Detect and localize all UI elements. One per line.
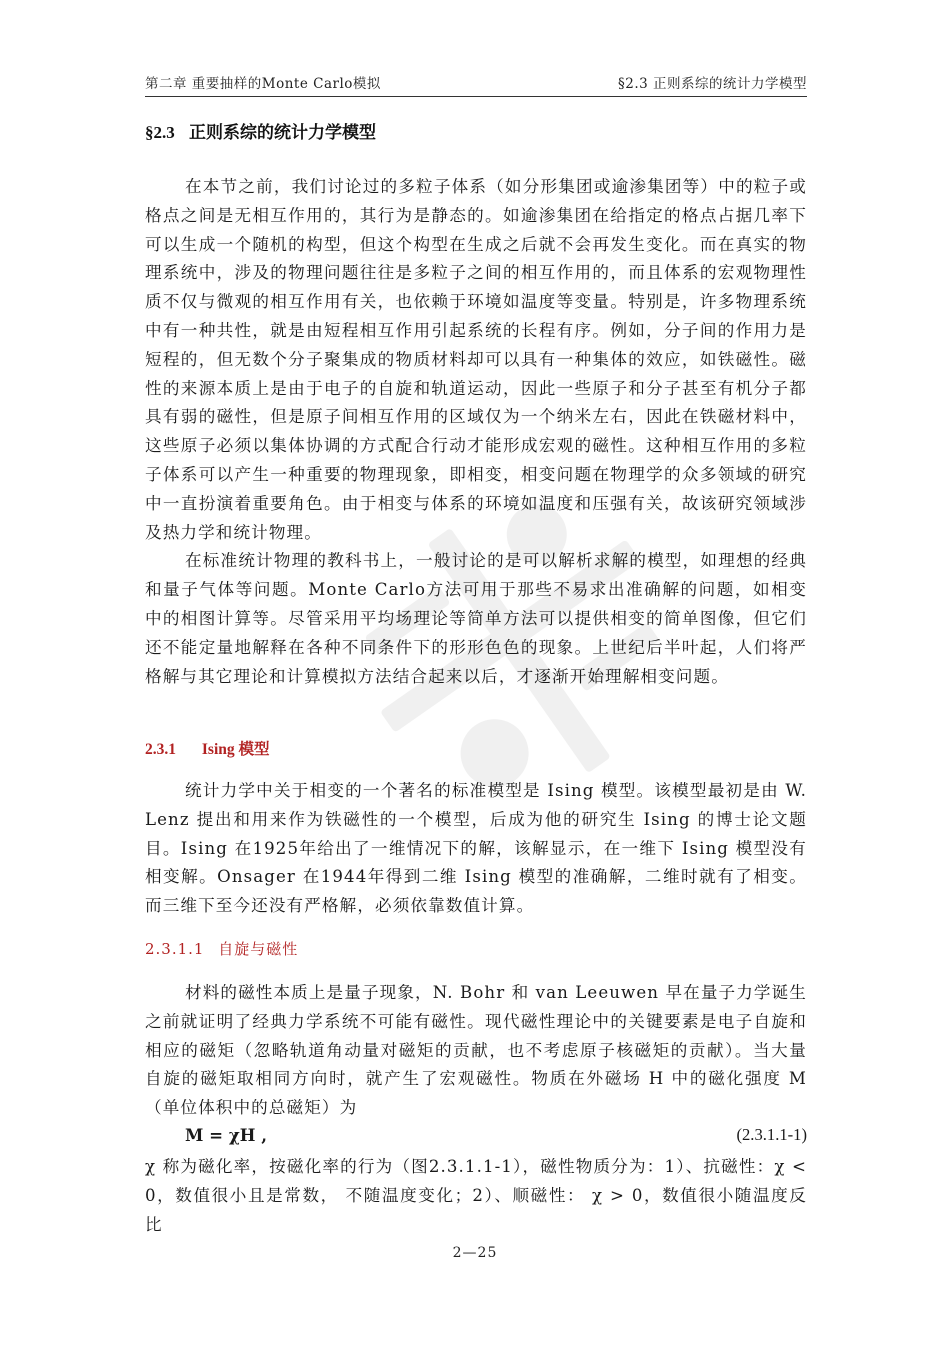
subsubsection-heading <box>145 938 298 959</box>
subsubsection-number: 2.3.1.1 <box>145 940 205 958</box>
section-number: §2.3 <box>145 123 175 142</box>
section-title: 正则系综的统计力学模型 <box>189 123 376 142</box>
paragraph-intro: 在本节之前，我们讨论过的多粒子体系（如分形集团或逾渗集团等）中的粒子或格点之间是无相互作用的，其行为是静态的。如逾渗集团在给指定的格点占据几率下可以生成一个随机的构型，但这个构型在生成之后就不会再发生变化。而在真实的物理系统中，涉及的物理问题往往是多粒子之间的相互作用的，而且体系的宏观物理性质不仅与微观的相互作用有关，也依赖于环境如温度等变量。特别是，许多物理系统中有一种共性，就是由短程相互作用引起系统的长程有序。例如，分子间的作用力是短程的，但无数个分子聚集成的物质材料却可以具有一种集体的效应，如铁磁性。磁性的来源本质上是由于电子的自旋和轨道运动，因此一些原子和分子甚至有机分子都具有弱的磁性，但是原子间相互作用的区域仅为一个纳米左右，因此在铁磁材料中，这些原子必须以集体协调的方式配合行动才能形成宏观的磁性。这种相互作用的多粒子体系可以产生一种重要的物理现象，即相变，相变问题在物理学的众多领域的研究中一直扮演着重要角色。由于相变与体系的环境如温度和压强有关，故该研究领域涉及热力学和统计物理。 <box>145 177 807 542</box>
subsection-title: Ising 模型 <box>201 741 270 758</box>
equation-number: (2.3.1.1-1) <box>736 1125 807 1144</box>
paragraph-ising: 统计力学中关于相变的一个著名的标准模型是 Ising 模型。该模型最初是由 W. Lenz 提出和用来作为铁磁性的一个模型，后成为他的研究生 Ising 的博士论文题目。Ising 在1925年给出了一维情况下的解，该解显示，在一维下 Ising 模型没有相变解。Onsager 在1944年得到二维 Ising 模型的准确解，二维时就有了相变。而三维下至今还没有严格解，必须依靠数值计算。 <box>145 781 807 916</box>
equation-formula: M = χH , <box>185 1125 267 1145</box>
subsubsection-title: 自旋与磁性 <box>218 940 299 958</box>
running-header <box>145 72 807 97</box>
paragraph-magnetism: 材料的磁性本质上是量子现象，N. Bohr 和 van Leeuwen 早在量子力学诞生之前就证明了经典力学系统不可能有磁性。现代磁性理论中的关键要素是电子自旋和相应的磁矩（忽略轨道角动量对磁矩的贡献，也不考虑原子核磁矩的贡献）。当大量自旋的磁矩取相同方向时，就产生了宏观磁性。物质在外磁场 H 中的磁化强度 M （单位体积中的总磁矩）为 <box>145 983 807 1118</box>
ising-block <box>145 777 807 921</box>
intro-block <box>145 173 807 691</box>
page-number: 2—25 <box>452 1245 498 1261</box>
paragraph-susceptibility: χ 称为磁化率，按磁化率的行为（图2.3.1.1-1），磁性物质分为：1）、抗磁性：χ < 0，数值很小且是常数， 不随温度变化；2）、顺磁性： χ > 0，数值很小随温度反比 <box>145 1157 807 1234</box>
equation-row <box>145 1125 807 1145</box>
subsection-heading <box>145 737 270 759</box>
header-section: §2.3 正则系综的统计力学模型 <box>617 76 807 92</box>
section-heading <box>145 118 376 143</box>
susceptibility-block <box>145 1153 807 1239</box>
subsection-number: 2.3.1 <box>145 741 176 758</box>
magnetism-block <box>145 979 807 1123</box>
header-chapter: 第二章 重要抽样的Monte Carlo模拟 <box>145 76 381 92</box>
paragraph-textbook: 在标准统计物理的教科书上，一般讨论的是可以解析求解的模型，如理想的经典和量子气体等问题。Monte Carlo方法可用于那些不易求出准确解的问题，如相变中的相图计算等。尽管采用平均场理论等简单方法可以提供相变的简单图像，但它们还不能定量地解释在各种不同条件下的形形色色的现象。上世纪后半叶起，人们将严格解与其它理论和计算模拟方法结合起来以后，才逐渐开始理解相变问题。 <box>145 551 807 686</box>
